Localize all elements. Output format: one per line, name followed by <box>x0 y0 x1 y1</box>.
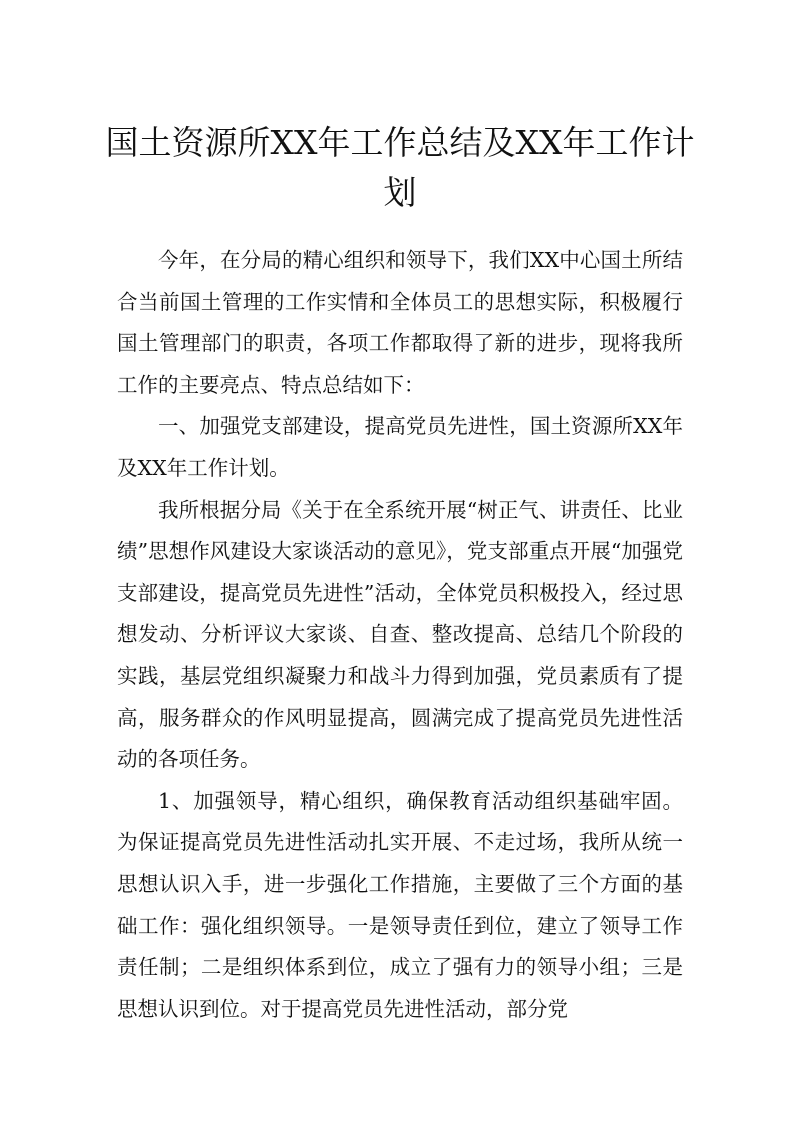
document-body <box>117 240 683 1030</box>
paragraph-leadership: 1、加强领导，精心组织，确保教育活动组织基础牢固。为保证提高党员先进性活动扎实开展、不走过场，我所从统一思想认识入手，进一步强化工作措施，主要做了三个方面的基础工作：强化组织领导。一是领导责任到位，建立了领导工作责任制；二是组织体系到位，成立了强有力的领导小组；三是思想认识到位。对于提高党员先进性活动，部分党 <box>117 788 683 1021</box>
paragraph-section-one-heading: 一、加强党支部建设，提高党员先进性，国土资源所XX年及XX年工作计划。 <box>117 414 683 480</box>
paragraph-intro: 今年，在分局的精心组织和领导下，我们XX中心国土所结合当前国土管理的工作实情和全体员工的思想实际，积极履行国土管理部门的职责，各项工作都取得了新的进步，现将我所工作的主要亮点、特点总结如下： <box>117 248 683 397</box>
document-title: 国土资源所XX年工作总结及XX年工作计划 <box>105 123 695 213</box>
paragraph-party-branch: 我所根据分局《关于在全系统开展“树正气、讲责任、比业绩”思想作风建设大家谈活动的意见》，党支部重点开展“加强党支部建设，提高党员先进性”活动，全体党员积极投入，经过思想发动、分析评议大家谈、自查、整改提高、总结几个阶段的实践，基层党组织凝聚力和战斗力得到加强，党员素质有了提高，服务群众的作风明显提高，圆满完成了提高党员先进性活动的各项任务。 <box>117 497 683 772</box>
